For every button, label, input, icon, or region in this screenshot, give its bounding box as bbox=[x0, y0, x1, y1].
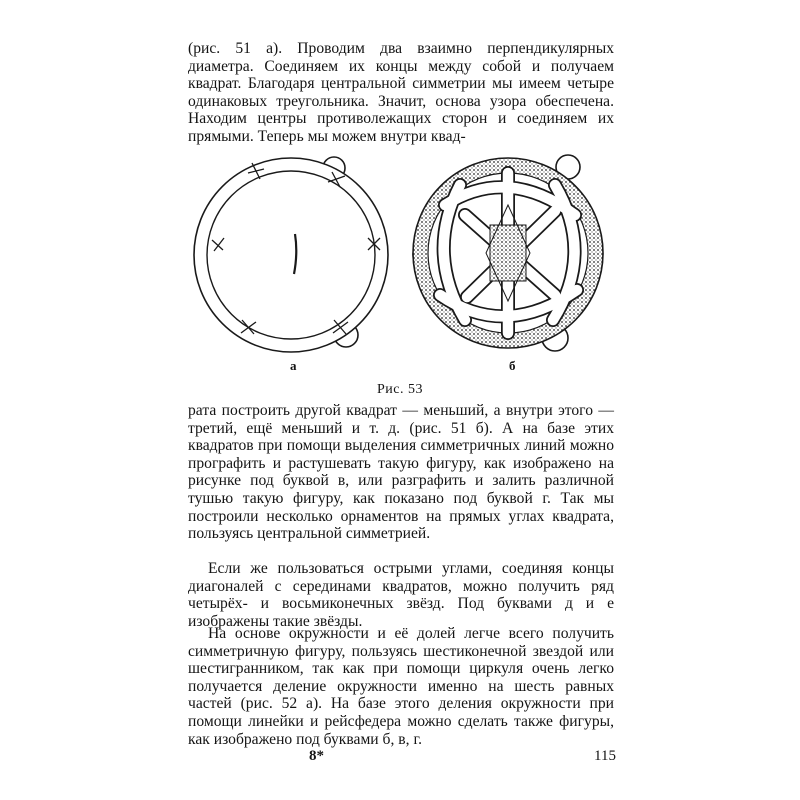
paragraph-3 bbox=[188, 560, 614, 630]
figure-53a-drawing bbox=[180, 150, 408, 360]
paragraph-1-text: (рис. 51 а). Проводим два взаимно перпендикулярных диаметра. Соединяем их концы между собой и получаем квадрат. Благодаря центральной симметрии мы имеем четыре одинаковых треугольника. Значит, основа узора обеспечена. Находим центры противолежащих сторон и соединяем их прямыми. Теперь мы можем внутри квад- bbox=[188, 40, 614, 145]
figure-label-b: б bbox=[509, 358, 516, 373]
paragraph-4 bbox=[188, 625, 614, 748]
inner-ring bbox=[207, 171, 375, 339]
paragraph-3-text: Если же пользоваться острыми углами, соединяя концы диагоналей с серединами квадратов, можно получить ряд четырёх- и восьмиконечных звёзд. Под буквами д и е изображены такие звёзды. bbox=[188, 560, 614, 630]
figure-label-a: а bbox=[290, 358, 297, 373]
paragraph-2-text: рата построить другой квадрат — меньший, а внутри этого — третий, ещё меньший и т. д. (рис. 51 б). А на базе этих квадратов при помощи выделения симметричных линий можно прографить и растушевать такую фигуру, как изображено на рисунке под буквой в, или разграфить и залить различной тушью такую фигуру, как показано под буквой г. Так мы построили несколько орнаментов на прямых углах квадрата, пользуясь центральной симметрией. bbox=[188, 402, 614, 543]
paragraph-4-text: На основе окружности и её долей легче всего получить симметричную фигуру, пользуясь шестиконечной звездой или шестигранником, так как при помощи циркуля очень легко получается деление окружности именно на шесть равных частей (рис. 52 а). На базе этого деления окружности при помощи линейки и рейсфедера можно сделать также фигуры, как изображено под буквами б, в, г. bbox=[188, 625, 614, 748]
figure-caption: Рис. 53 bbox=[377, 382, 423, 397]
signature-mark: 8* bbox=[309, 748, 324, 764]
paragraph-1 bbox=[188, 40, 614, 146]
page-number: 115 bbox=[594, 748, 616, 764]
paragraph-2 bbox=[188, 402, 614, 543]
figure-53b-drawing bbox=[405, 145, 615, 355]
